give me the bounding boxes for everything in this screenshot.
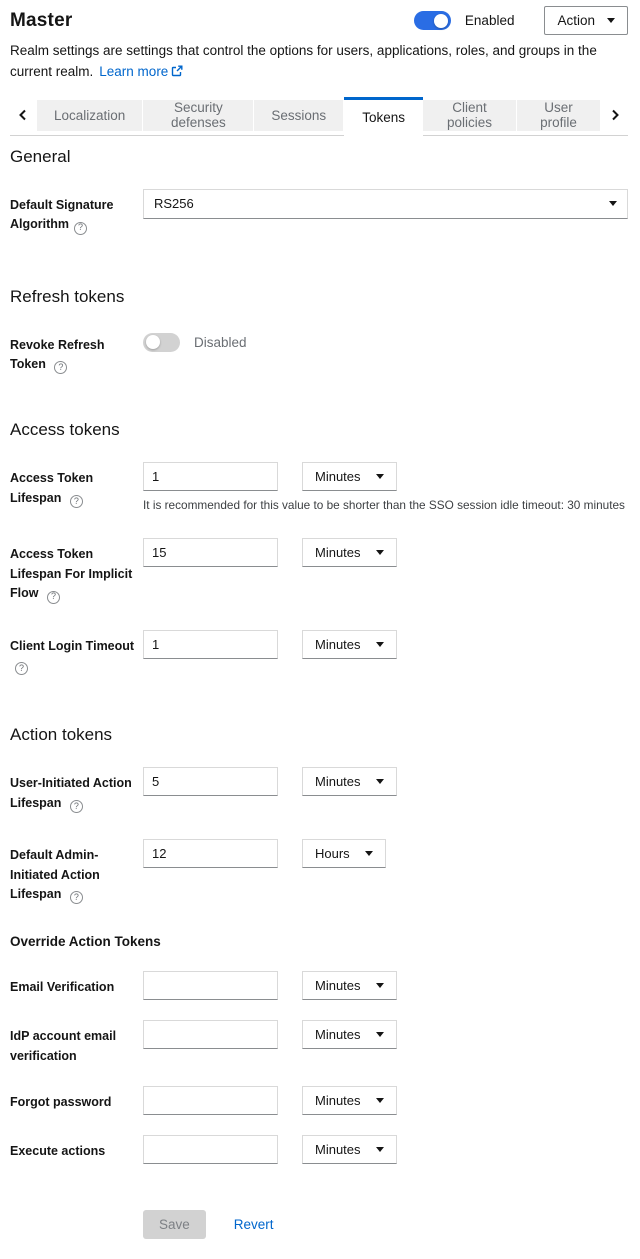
- forgot-password-unit-select[interactable]: Minutes: [302, 1086, 397, 1115]
- default-admin-initiated-lifespan-row: [10, 839, 628, 904]
- user-initiated-action-lifespan-unit-select[interactable]: Minutes: [302, 767, 397, 796]
- tab-scroll-right-button[interactable]: [601, 100, 628, 131]
- access-token-lifespan-row: [10, 462, 628, 512]
- revert-link[interactable]: Revert: [233, 1217, 274, 1233]
- action-tokens-section-title: Action tokens: [10, 725, 113, 745]
- email-verification-input[interactable]: [143, 971, 278, 1000]
- refresh-tokens-section: [10, 287, 628, 375]
- default-signature-algorithm-value: RS256: [154, 196, 194, 212]
- user-initiated-action-lifespan-label: User-Initiated Action Lifespan ?: [10, 767, 143, 813]
- default-admin-initiated-lifespan-input[interactable]: [143, 839, 278, 868]
- email-verification-unit-select[interactable]: Minutes: [302, 971, 397, 1000]
- idp-account-email-verification-label: IdP account email verification: [10, 1029, 117, 1063]
- chevron-down-icon: [376, 1098, 384, 1103]
- client-login-timeout-label: Client Login Timeout ?: [10, 630, 143, 676]
- page-header: [0, 0, 640, 136]
- realm-description: Realm settings are settings that control the options for users, applications, roles, and groups in the current realm. Learn more: [10, 43, 597, 80]
- refresh-tokens-section-title: Refresh tokens: [10, 286, 125, 306]
- revoke-refresh-token-state: Disabled: [194, 334, 247, 350]
- default-admin-initiated-lifespan-label: Default Admin-Initiated Action Lifespan ?: [10, 839, 143, 904]
- help-icon[interactable]: ?: [54, 361, 67, 374]
- chevron-down-icon: [376, 1032, 384, 1037]
- chevron-down-icon: [376, 983, 384, 988]
- access-token-lifespan-implicit-input[interactable]: [143, 538, 278, 567]
- execute-actions-label: Execute actions: [10, 1144, 106, 1159]
- access-tokens-section-title: Access tokens: [10, 420, 120, 440]
- help-icon[interactable]: ?: [15, 662, 28, 675]
- tab-user-profile[interactable]: User profile: [517, 100, 601, 131]
- default-signature-algorithm-label: Default Signature Algorithm ?: [10, 189, 143, 235]
- access-tokens-section: [10, 420, 628, 675]
- access-token-lifespan-implicit-unit-select[interactable]: Minutes: [302, 538, 397, 567]
- access-token-lifespan-input[interactable]: [143, 462, 278, 491]
- chevron-left-icon: [18, 109, 28, 121]
- action-dropdown-button[interactable]: [544, 6, 628, 35]
- chevron-down-icon: [609, 201, 617, 206]
- revoke-refresh-token-toggle[interactable]: [143, 333, 180, 352]
- action-label: Action: [557, 13, 595, 28]
- form-actions: [143, 1210, 628, 1259]
- execute-actions-unit-select[interactable]: Minutes: [302, 1135, 397, 1164]
- access-token-lifespan-unit-select[interactable]: Minutes: [302, 462, 397, 491]
- idp-account-email-verification-unit-select[interactable]: Minutes: [302, 1020, 397, 1049]
- learn-more-link[interactable]: Learn more: [99, 64, 183, 79]
- user-initiated-action-lifespan-input[interactable]: [143, 767, 278, 796]
- client-login-timeout-input[interactable]: [143, 630, 278, 659]
- toggle-knob: [434, 14, 448, 28]
- forgot-password-label: Forgot password: [10, 1095, 112, 1110]
- default-admin-initiated-lifespan-unit-select[interactable]: Hours: [302, 839, 386, 868]
- general-section-title: General: [10, 146, 71, 166]
- action-tokens-section: [10, 725, 628, 1164]
- realm-enabled-toggle[interactable]: [414, 11, 451, 30]
- tab-sessions[interactable]: Sessions: [254, 100, 344, 131]
- idp-account-email-verification-input[interactable]: [143, 1020, 278, 1049]
- enabled-label: Enabled: [464, 13, 515, 28]
- user-initiated-action-lifespan-row: [10, 767, 628, 813]
- execute-actions-row: [10, 1135, 628, 1164]
- tab-client-policies[interactable]: Client policies: [423, 100, 517, 131]
- help-icon[interactable]: ?: [70, 800, 83, 813]
- chevron-down-icon: [376, 550, 384, 555]
- client-login-timeout-row: [10, 630, 628, 676]
- chevron-down-icon: [376, 779, 384, 784]
- toggle-knob: [146, 335, 160, 349]
- chevron-right-icon: [610, 109, 620, 121]
- client-login-timeout-unit-select[interactable]: Minutes: [302, 630, 397, 659]
- chevron-down-icon: [365, 851, 373, 856]
- forgot-password-row: [10, 1086, 628, 1115]
- override-action-tokens-group: [10, 971, 628, 1164]
- realm-settings-tabs: [10, 97, 628, 136]
- tab-scroll-left-button[interactable]: [10, 100, 37, 131]
- chevron-down-icon: [376, 1147, 384, 1152]
- access-token-lifespan-implicit-label: Access Token Lifespan For Implicit Flow ?: [10, 538, 143, 603]
- tab-tokens[interactable]: Tokens: [344, 97, 423, 136]
- access-token-lifespan-label: Access Token Lifespan ?: [10, 462, 143, 508]
- tab-localization[interactable]: Localization: [37, 100, 143, 131]
- chevron-down-icon: [607, 18, 615, 23]
- override-action-tokens-title: Override Action Tokens: [10, 934, 161, 950]
- access-token-lifespan-implicit-row: [10, 538, 628, 603]
- general-section: [10, 147, 628, 235]
- tokens-tab-content: [0, 147, 640, 1259]
- execute-actions-input[interactable]: [143, 1135, 278, 1164]
- help-icon[interactable]: ?: [70, 495, 83, 508]
- email-verification-row: [10, 971, 628, 1000]
- chevron-down-icon: [376, 642, 384, 647]
- help-icon[interactable]: ?: [74, 222, 87, 235]
- idp-account-email-verification-row: [10, 1020, 628, 1066]
- help-icon[interactable]: ?: [70, 891, 83, 904]
- chevron-down-icon: [376, 474, 384, 479]
- default-signature-algorithm-select[interactable]: [143, 189, 628, 219]
- forgot-password-input[interactable]: [143, 1086, 278, 1115]
- page-title: Master: [10, 9, 73, 31]
- access-token-lifespan-helper: It is recommended for this value to be shorter than the SSO session idle timeout: 30 minutes: [143, 498, 625, 513]
- save-button[interactable]: Save: [143, 1210, 206, 1239]
- external-link-icon: [171, 65, 183, 77]
- tab-security-defenses[interactable]: Security defenses: [143, 100, 254, 131]
- email-verification-label: Email Verification: [10, 980, 115, 995]
- help-icon[interactable]: ?: [47, 591, 60, 604]
- revoke-refresh-token-label: Revoke Refresh Token ?: [10, 329, 143, 375]
